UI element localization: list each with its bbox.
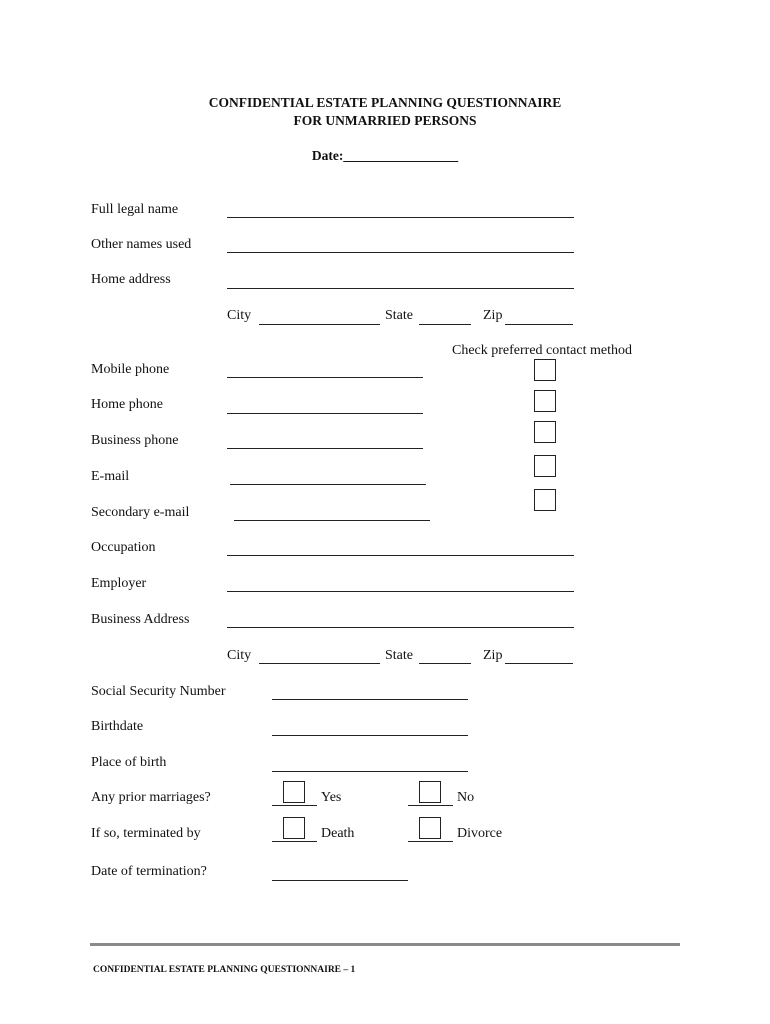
- full-legal-name-field[interactable]: [227, 217, 574, 218]
- mobile-phone-label: Mobile phone: [91, 362, 170, 377]
- home-city-field[interactable]: [259, 324, 380, 325]
- email-field[interactable]: [230, 484, 426, 485]
- page-footer: CONFIDENTIAL ESTATE PLANNING QUESTIONNAIRE – 1: [93, 965, 356, 975]
- occupation-field[interactable]: [227, 555, 574, 556]
- email-label: E-mail: [91, 469, 130, 484]
- place-of-birth-field[interactable]: [272, 771, 468, 772]
- ssn-label: Social Security Number: [91, 684, 226, 699]
- email-preferred-checkbox[interactable]: [534, 455, 556, 477]
- ssn-field[interactable]: [272, 699, 468, 700]
- home-phone-field[interactable]: [227, 413, 423, 414]
- birthdate-label: Birthdate: [91, 719, 144, 734]
- contact-method-heading: Check preferred contact method: [452, 343, 632, 358]
- birthdate-field[interactable]: [272, 735, 468, 736]
- prior-marriages-label: Any prior marriages?: [91, 790, 211, 805]
- terminated-divorce-checkbox[interactable]: [419, 817, 441, 839]
- mobile-phone-preferred-checkbox[interactable]: [534, 359, 556, 381]
- business-city-label: City: [227, 648, 252, 663]
- page-subtitle: FOR UNMARRIED PERSONS: [293, 113, 477, 128]
- business-city-field[interactable]: [259, 663, 380, 664]
- death-option-label: Death: [321, 826, 355, 841]
- divorce-option-label: Divorce: [457, 826, 503, 841]
- date-of-termination-label: Date of termination?: [91, 864, 207, 879]
- secondary-email-preferred-checkbox[interactable]: [534, 489, 556, 511]
- home-phone-preferred-checkbox[interactable]: [534, 390, 556, 412]
- footer-divider: [90, 943, 680, 946]
- home-address-field[interactable]: [227, 288, 574, 289]
- other-names-field[interactable]: [227, 252, 574, 253]
- business-state-field[interactable]: [419, 663, 471, 664]
- business-phone-field[interactable]: [227, 448, 423, 449]
- home-city-label: City: [227, 308, 252, 323]
- business-phone-label: Business phone: [91, 433, 179, 448]
- secondary-email-field[interactable]: [234, 520, 430, 521]
- home-phone-label: Home phone: [91, 397, 163, 412]
- business-address-field[interactable]: [227, 627, 574, 628]
- page-title: CONFIDENTIAL ESTATE PLANNING QUESTIONNAIRE: [208, 95, 562, 110]
- terminated-death-checkbox[interactable]: [283, 817, 305, 839]
- business-address-label: Business Address: [91, 612, 190, 627]
- business-zip-field[interactable]: [505, 663, 573, 664]
- no-option-label: No: [457, 790, 475, 805]
- business-phone-preferred-checkbox[interactable]: [534, 421, 556, 443]
- date-of-termination-field[interactable]: [272, 880, 408, 881]
- prior-marriages-no-line: [408, 805, 453, 806]
- employer-label: Employer: [91, 576, 147, 591]
- home-state-field[interactable]: [419, 324, 471, 325]
- date-field[interactable]: Date:_________________: [311, 148, 459, 163]
- yes-option-label: Yes: [321, 790, 342, 805]
- place-of-birth-label: Place of birth: [91, 755, 167, 770]
- secondary-email-label: Secondary e-mail: [91, 505, 190, 520]
- terminated-by-label: If so, terminated by: [91, 826, 201, 841]
- prior-marriages-yes-checkbox[interactable]: [283, 781, 305, 803]
- terminated-divorce-line: [408, 841, 453, 842]
- full-legal-name-label: Full legal name: [91, 202, 179, 217]
- business-zip-label: Zip: [483, 648, 503, 663]
- home-zip-field[interactable]: [505, 324, 573, 325]
- home-address-label: Home address: [91, 272, 171, 287]
- business-state-label: State: [385, 648, 413, 663]
- home-state-label: State: [385, 308, 413, 323]
- mobile-phone-field[interactable]: [227, 377, 423, 378]
- terminated-death-line: [272, 841, 317, 842]
- home-zip-label: Zip: [483, 308, 503, 323]
- occupation-label: Occupation: [91, 540, 156, 555]
- employer-field[interactable]: [227, 591, 574, 592]
- prior-marriages-no-checkbox[interactable]: [419, 781, 441, 803]
- prior-marriages-yes-line: [272, 805, 317, 806]
- other-names-label: Other names used: [91, 237, 192, 252]
